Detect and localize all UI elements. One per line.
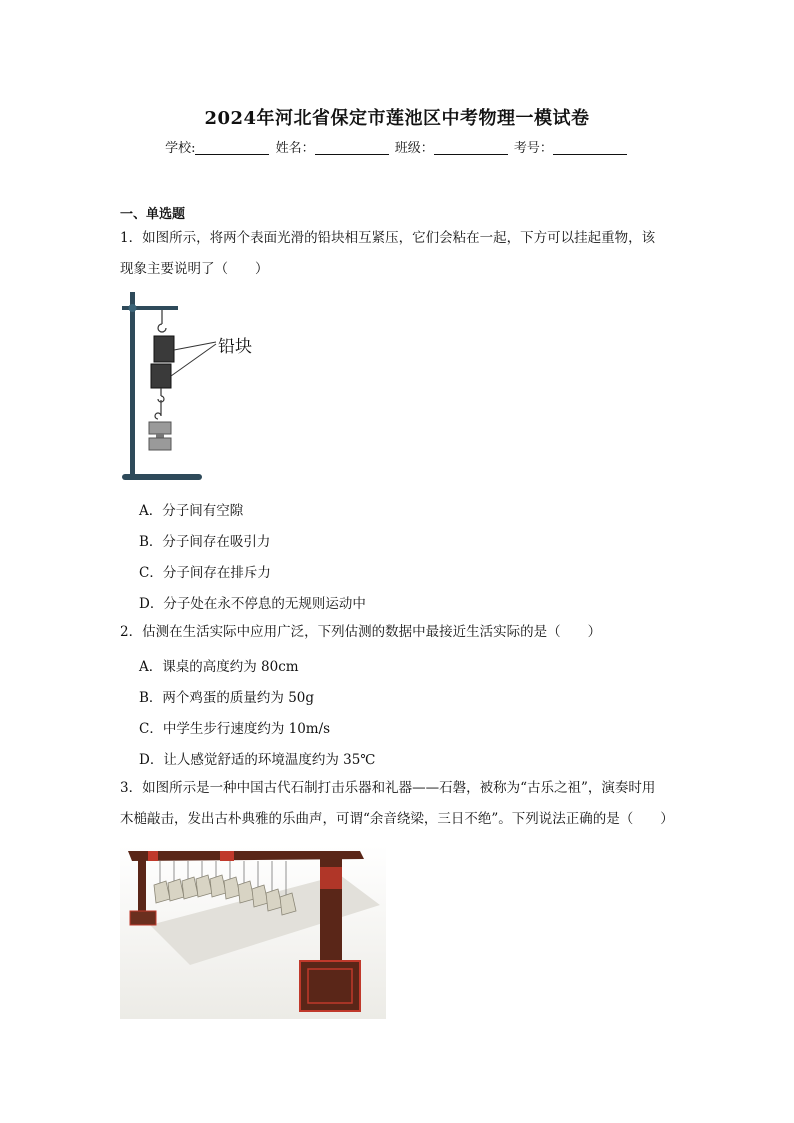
q1-option-c[interactable]: C．分子间存在排斥力 — [139, 565, 271, 581]
stand-clamp — [129, 304, 137, 312]
q2-option-a[interactable]: A．课桌的高度约为 80cm — [139, 659, 299, 675]
stand-pole — [130, 292, 135, 480]
q2-option-d[interactable]: D．让人感觉舒适的环境温度约为 35℃ — [139, 752, 376, 768]
question-3-line-1: 3．如图所示是一种中国古代石制打击乐器和礼器——石磐，被称为“古乐之祖”，演奏时用 — [120, 780, 656, 796]
school-label: 学校: — [165, 141, 196, 156]
class-label: 班级： — [394, 141, 434, 156]
name-label: 姓名： — [275, 141, 315, 156]
lead-block-bottom — [151, 364, 171, 388]
weight-hook — [155, 400, 161, 419]
name-blank[interactable] — [315, 140, 389, 155]
weight-upper — [149, 422, 171, 434]
lead-block-figure — [118, 288, 268, 488]
question-3-line-2: 木槌敲击，发出古朴典雅的乐曲声，可谓“余音绕梁，三日不绝”。下列说法正确的是（ ） — [120, 811, 674, 827]
question-2-line-1: 2．估测在生活实际中应用广泛，下列估测的数据中最接近生活实际的是（ ） — [120, 624, 602, 640]
weight-neck — [156, 434, 164, 438]
question-1-line-2: 现象主要说明了（ ） — [120, 261, 269, 277]
q1-option-b[interactable]: B．分子间存在吸引力 — [139, 534, 271, 550]
figure-label: 铅块 — [218, 337, 252, 357]
left-post — [138, 859, 146, 917]
left-base — [130, 911, 156, 925]
stone-chime-figure — [120, 845, 386, 1019]
weight-lower — [149, 438, 171, 450]
beam-ornament-2 — [148, 851, 158, 861]
section-heading: 一、单选题 — [120, 207, 186, 222]
stand-base — [122, 474, 202, 480]
student-info-row — [0, 137, 794, 156]
class-blank[interactable] — [434, 140, 508, 155]
number-blank[interactable] — [553, 140, 627, 155]
lead-block-top — [154, 336, 174, 362]
question-1 — [120, 223, 680, 285]
q1-option-a[interactable]: A．分子间有空隙 — [139, 503, 244, 519]
q2-option-c[interactable]: C．中学生步行速度约为 10m/s — [139, 721, 331, 737]
q1-option-d[interactable]: D．分子处在永不停息的无规则运动中 — [139, 596, 366, 612]
question-2 — [120, 617, 680, 648]
right-post-ornament — [320, 867, 342, 889]
school-blank[interactable] — [195, 140, 269, 155]
bottom-hook — [158, 388, 164, 402]
q2-option-b[interactable]: B．两个鸡蛋的质量约为 50g — [139, 690, 315, 706]
beam-ornament-1 — [220, 851, 234, 861]
page-title: 2024年河北省保定市莲池区中考物理一模试卷 — [204, 108, 590, 129]
question-3 — [120, 773, 690, 835]
number-label: 考号： — [513, 141, 553, 156]
top-hook — [158, 310, 166, 332]
question-1-line-1: 1．如图所示，将两个表面光滑的铅块相互紧压，它们会粘在一起，下方可以挂起重物，该 — [120, 230, 656, 246]
